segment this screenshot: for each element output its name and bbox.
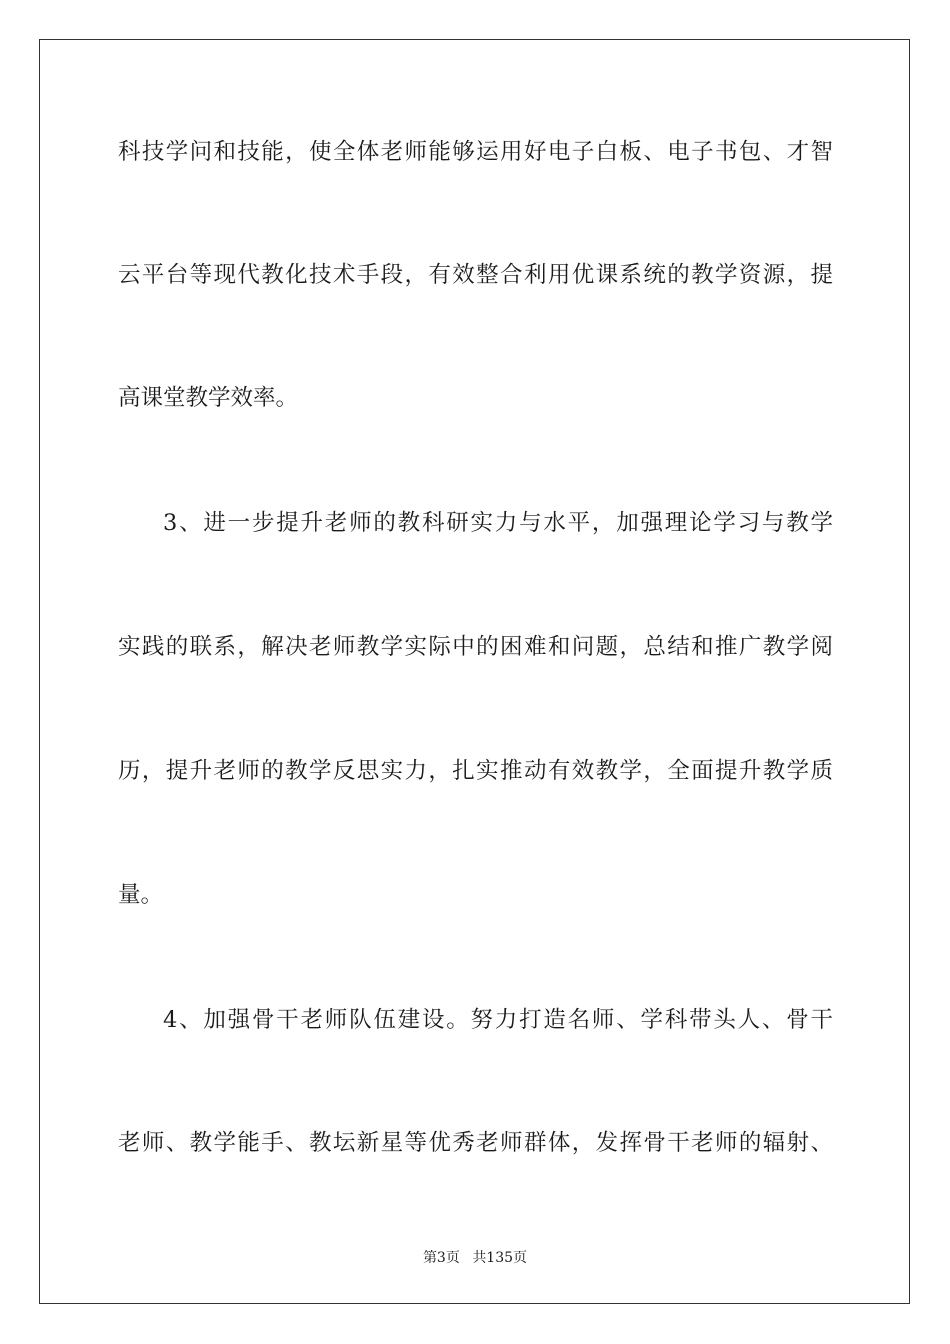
paragraph-3-first-line: 3、进一步提升老师的教科研实力与水平，加强理论学习与教学 bbox=[163, 510, 833, 536]
body-text-line: 老师、教学能手、教坛新星等优秀老师群体，发挥骨干老师的辐射、 bbox=[118, 1130, 833, 1156]
body-text-line: 高课堂教学效率。 bbox=[118, 385, 299, 411]
body-text-line: 量。 bbox=[118, 882, 164, 908]
body-text-line: 实践的联系，解决老师教学实际中的困难和问题，总结和推广教学阅 bbox=[118, 634, 833, 660]
body-text-line: 历，提升老师的教学反思实力，扎实推动有效教学，全面提升教学质 bbox=[118, 758, 833, 784]
page-number: 第3页 bbox=[422, 1250, 460, 1266]
paragraph-4-first-line: 4、加强骨干老师队伍建设。努力打造名师、学科带头人、骨干 bbox=[163, 1007, 833, 1033]
body-text-line: 科技学问和技能，使全体老师能够运用好电子白板、电子书包、才智 bbox=[118, 139, 833, 165]
body-text-line: 云平台等现代教化技术手段，有效整合利用优课系统的教学资源，提 bbox=[118, 262, 833, 288]
page-border bbox=[39, 39, 910, 1304]
total-pages: 共135页 bbox=[472, 1250, 528, 1266]
page-footer bbox=[0, 1249, 950, 1267]
